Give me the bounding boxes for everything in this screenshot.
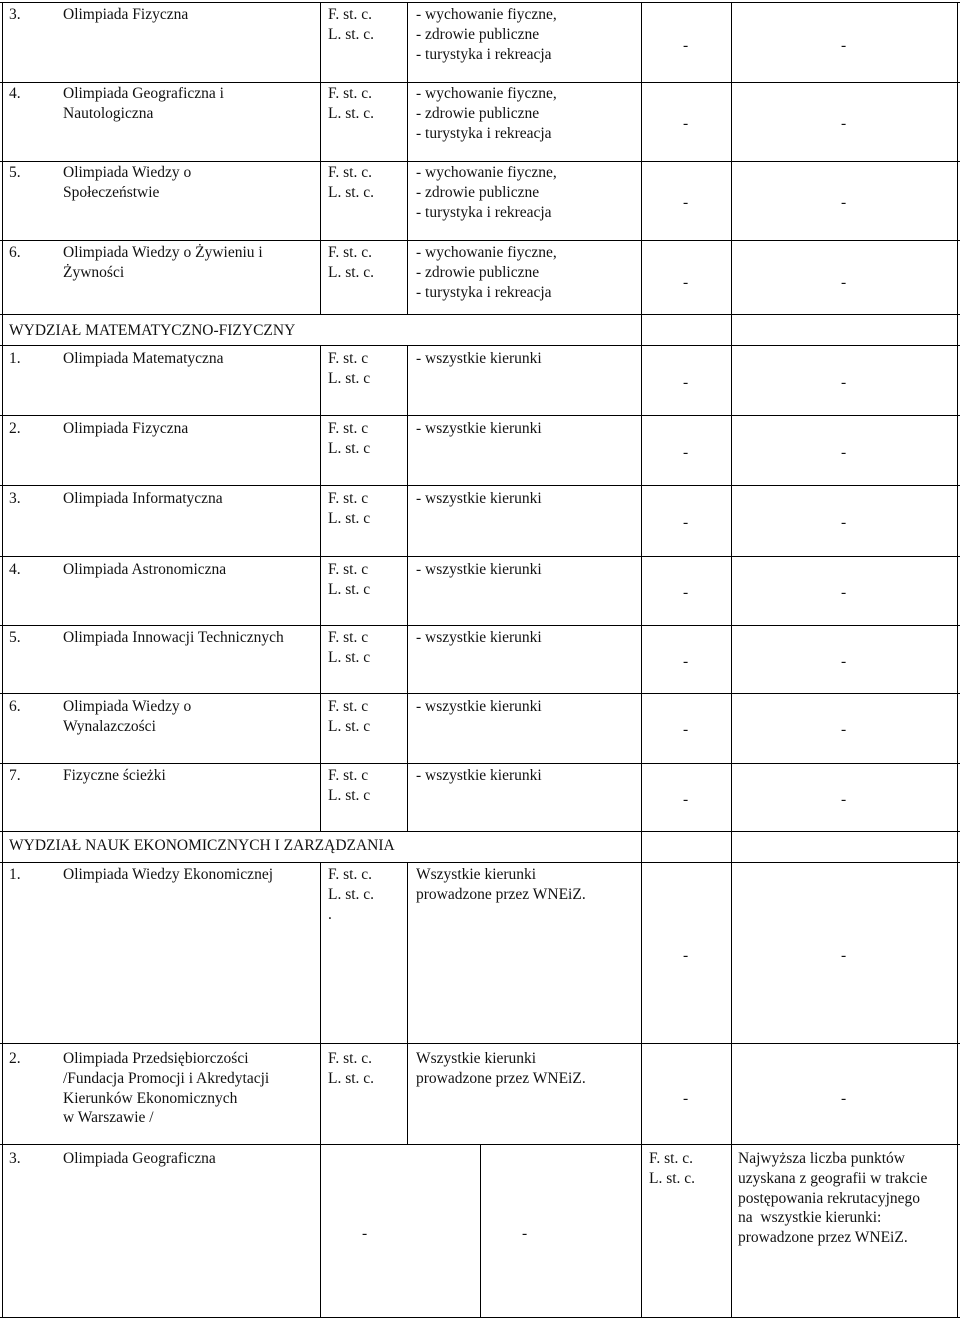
row-number: 4. [9,561,21,578]
olympiad-name: Olimpiada Fizyczna [63,6,189,23]
row-number: 3. [9,6,21,23]
fields-of-study: Najwyższa liczba punktów uzyskana z geografii w trakcie postępowania rekrutacyjnego na wszystkie kierunki: prowadzone przez WNEiZ. [738,1150,928,1247]
olympiad-name: Olimpiada Informatyczna [63,490,223,507]
col4-value: - [683,584,689,601]
col4-value: - [683,721,689,738]
olympiad-name: Olimpiada Geograficzna i Nautologiczna [63,85,224,122]
study-form: F. st. c. L. st. c. . [328,866,375,923]
study-form: F. st. c L. st. c [328,420,371,457]
olympiad-name: Olimpiada Geograficzna [63,1150,216,1167]
olympiad-name: Olimpiada Przedsiębiorczości /Fundacja Promocji i Akredytacji Kierunków Ekonomicznych w Warszawie / [63,1050,270,1127]
olympiad-name: Olimpiada Fizyczna [63,420,189,437]
row-number: 6. [9,244,21,261]
study-form: F. st. c L. st. c [328,350,371,387]
fields-of-study: - wychowanie fiyczne, - zdrowie publiczne - turystyka i rekreacja [416,85,557,142]
study-form: F. st. c. L. st. c. [328,164,375,201]
row-number: 3. [9,1150,21,1167]
fields-of-study: - wszystkie kierunki [416,420,542,437]
fields-of-study: - wszystkie kierunki [416,698,542,715]
row-number: 1. [9,866,21,883]
col4-value: - [683,115,689,132]
row-number: 2. [9,420,21,437]
study-form: F. st. c L. st. c [328,698,371,735]
col5-value: - [841,37,847,54]
study-form: F. st. c L. st. c [328,767,371,804]
study-form: F. st. c. L. st. c. [328,1050,375,1087]
olympiad-name: Fizyczne ścieżki [63,767,166,784]
col4-value: - [683,374,689,391]
col4-value: - [683,514,689,531]
fields-of-study: - wychowanie fiyczne, - zdrowie publiczne - turystyka i rekreacja [416,6,557,63]
col4-value: - [683,1090,689,1107]
fields-of-study: - wszystkie kierunki [416,350,542,367]
row-number: 5. [9,629,21,646]
study-form: F. st. c. L. st. c. [328,6,375,43]
row-number: 2. [9,1050,21,1067]
col5-value: - [841,514,847,531]
study-form: F. st. c. L. st. c. [328,85,375,122]
col5-value: - [841,584,847,601]
study-form: F. st. c L. st. c [328,490,371,527]
row-number: 1. [9,350,21,367]
col4-value: - [683,791,689,808]
col5-value: - [841,194,847,211]
study-form: F. st. c L. st. c [328,629,371,666]
row-number: 6. [9,698,21,715]
fields-of-study: Wszystkie kierunki prowadzone przez WNEiZ. [416,1050,586,1087]
row-number: 7. [9,767,21,784]
fields-of-study: - wszystkie kierunki [416,629,542,646]
row-number: 4. [9,85,21,102]
col4-value: - [683,653,689,670]
fields-of-study: - wychowanie fiyczne, - zdrowie publiczne - turystyka i rekreacja [416,244,557,301]
olympiad-name: Olimpiada Wiedzy Ekonomicznej [63,866,273,883]
olympiad-name: Olimpiada Matematyczna [63,350,224,367]
study-form: F. st. c L. st. c [328,561,371,598]
col4-value: - [683,194,689,211]
section-heading: WYDZIAŁ NAUK EKONOMICZNYCH I ZARZĄDZANIA [9,837,395,854]
study-form: F. st. c. L. st. c. [328,244,375,281]
col5-value: - [841,791,847,808]
col2-value: - [362,1225,368,1242]
col4-value: - [683,274,689,291]
col5-value: - [841,115,847,132]
fields-of-study: - wychowanie fiyczne, - zdrowie publiczne - turystyka i rekreacja [416,164,557,221]
col5-value: - [841,374,847,391]
col5-value: - [841,947,847,964]
col5-value: - [841,653,847,670]
col3-value: - [522,1225,528,1242]
fields-of-study: - wszystkie kierunki [416,561,542,578]
col5-value: - [841,1090,847,1107]
olympiad-name: Olimpiada Wiedzy o Żywieniu i Żywności [63,244,263,281]
col4-value: - [683,444,689,461]
section-heading: WYDZIAŁ MATEMATYCZNO-FIZYCZNY [9,322,296,339]
col5-value: - [841,444,847,461]
olympiad-name: Olimpiada Wiedzy o Wynalazczości [63,698,192,735]
row-number: 5. [9,164,21,181]
study-form: F. st. c. L. st. c. [649,1150,696,1187]
col5-value: - [841,274,847,291]
fields-of-study: - wszystkie kierunki [416,767,542,784]
fields-of-study: - wszystkie kierunki [416,490,542,507]
col4-value: - [683,37,689,54]
col4-value: - [683,947,689,964]
fields-of-study: Wszystkie kierunki prowadzone przez WNEiZ. [416,866,586,903]
olympiad-name: Olimpiada Wiedzy o Społeczeństwie [63,164,192,201]
olympiad-name: Olimpiada Astronomiczna [63,561,227,578]
olympiad-name: Olimpiada Innowacji Technicznych [63,629,284,646]
col5-value: - [841,721,847,738]
row-number: 3. [9,490,21,507]
